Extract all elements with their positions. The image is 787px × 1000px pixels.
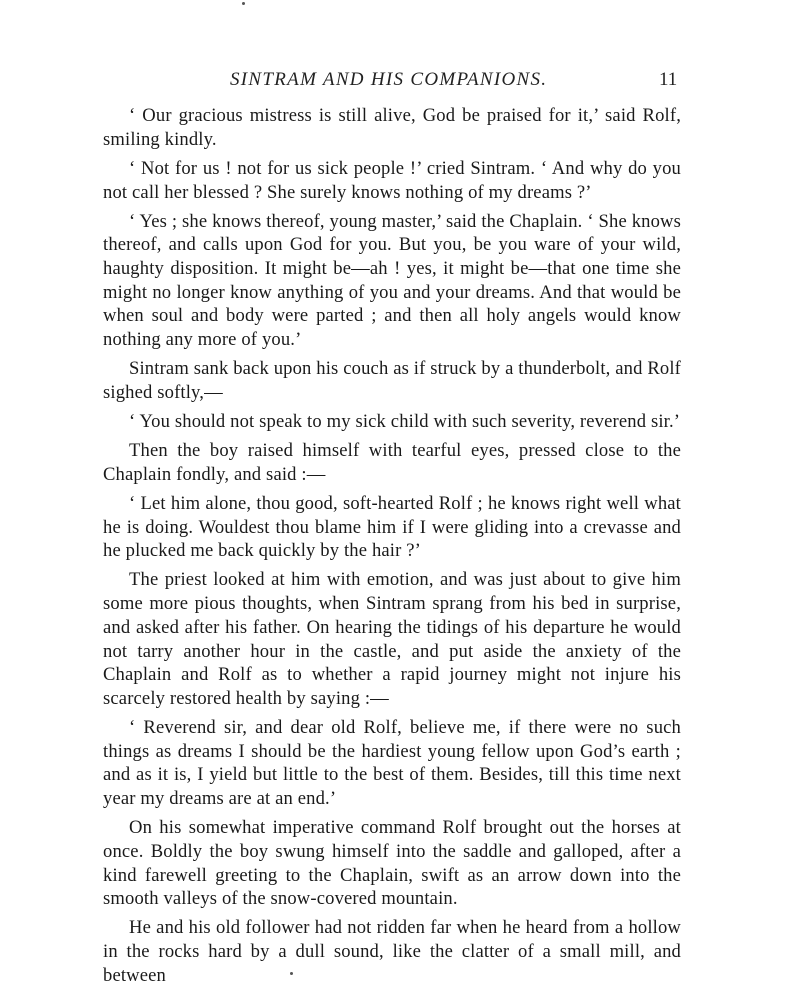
- paragraph: ‘ Let him alone, thou good, soft-hearted Rolf ; he knows right well what he is doing. Wouldest thou blame him if I were gliding into a crevasse and he plucked me back quickly by the hair ?’: [103, 492, 681, 562]
- paragraph: ‘ You should not speak to my sick child with such severity, reverend sir.’: [129, 411, 681, 432]
- paragraph: ‘ Reverend sir, and dear old Rolf, believe me, if there were no such things as dreams I should be the hardiest young fellow upon God’s earth ; and as it is, I yield but little to the best of them. Besides, till this time next year my dreams are at an end.’: [103, 717, 681, 810]
- running-title: SINTRAM AND HIS COMPANIONS.: [230, 69, 548, 90]
- page-number: 11: [659, 69, 678, 90]
- paragraph: Then the boy raised himself with tearful eyes, pressed close to the Chaplain fondly, and said :—: [103, 440, 681, 485]
- paragraph: The priest looked at him with emotion, and was just about to give him some more pious thoughts, when Sintram sprang from his bed in surprise, and asked after his father. On hearing the tidings of his departure he would not tarry another hour in the castle, and put aside the anxiety of the Chaplain and Rolf as to whether a rapid journey might not injure his scarcely restored health by saying :—: [103, 569, 681, 709]
- print-speck: [242, 2, 245, 5]
- body-text: [103, 104, 681, 993]
- paragraph: On his somewhat imperative command Rolf brought out the horses at once. Boldly the boy swung himself into the saddle and galloped, after a kind farewell greeting to the Chaplain, swift as an arrow down into the smooth valleys of the snow-covered mountain.: [103, 817, 681, 910]
- paragraph: Sintram sank back upon his couch as if struck by a thunderbolt, and Rolf sighed softly,—: [103, 358, 681, 403]
- paragraph: ‘ Yes ; she knows thereof, young master,’ said the Chaplain. ‘ She knows thereof, and calls upon God for you. But you, be you ware of your wild, haughty disposition. It might be—ah ! yes, it might be—that one time she might no longer know anything of you and your dreams. And that would be when soul and body were parted ; and then all holy angels would know nothing any more of you.’: [103, 210, 681, 351]
- print-speck: [290, 972, 293, 975]
- paragraph: He and his old follower had not ridden far when he heard from a hollow in the rocks hard by a dull sound, like the clatter of a small mill, and between: [103, 917, 681, 986]
- paragraph: ‘ Not for us ! not for us sick people !’ cried Sintram. ‘ And why do you not call her blessed ? She surely knows nothing of my dreams ?’: [103, 157, 681, 203]
- paragraph: ‘ Our gracious mistress is still alive, God be praised for it,’ said Rolf, smiling kindly.: [103, 105, 681, 150]
